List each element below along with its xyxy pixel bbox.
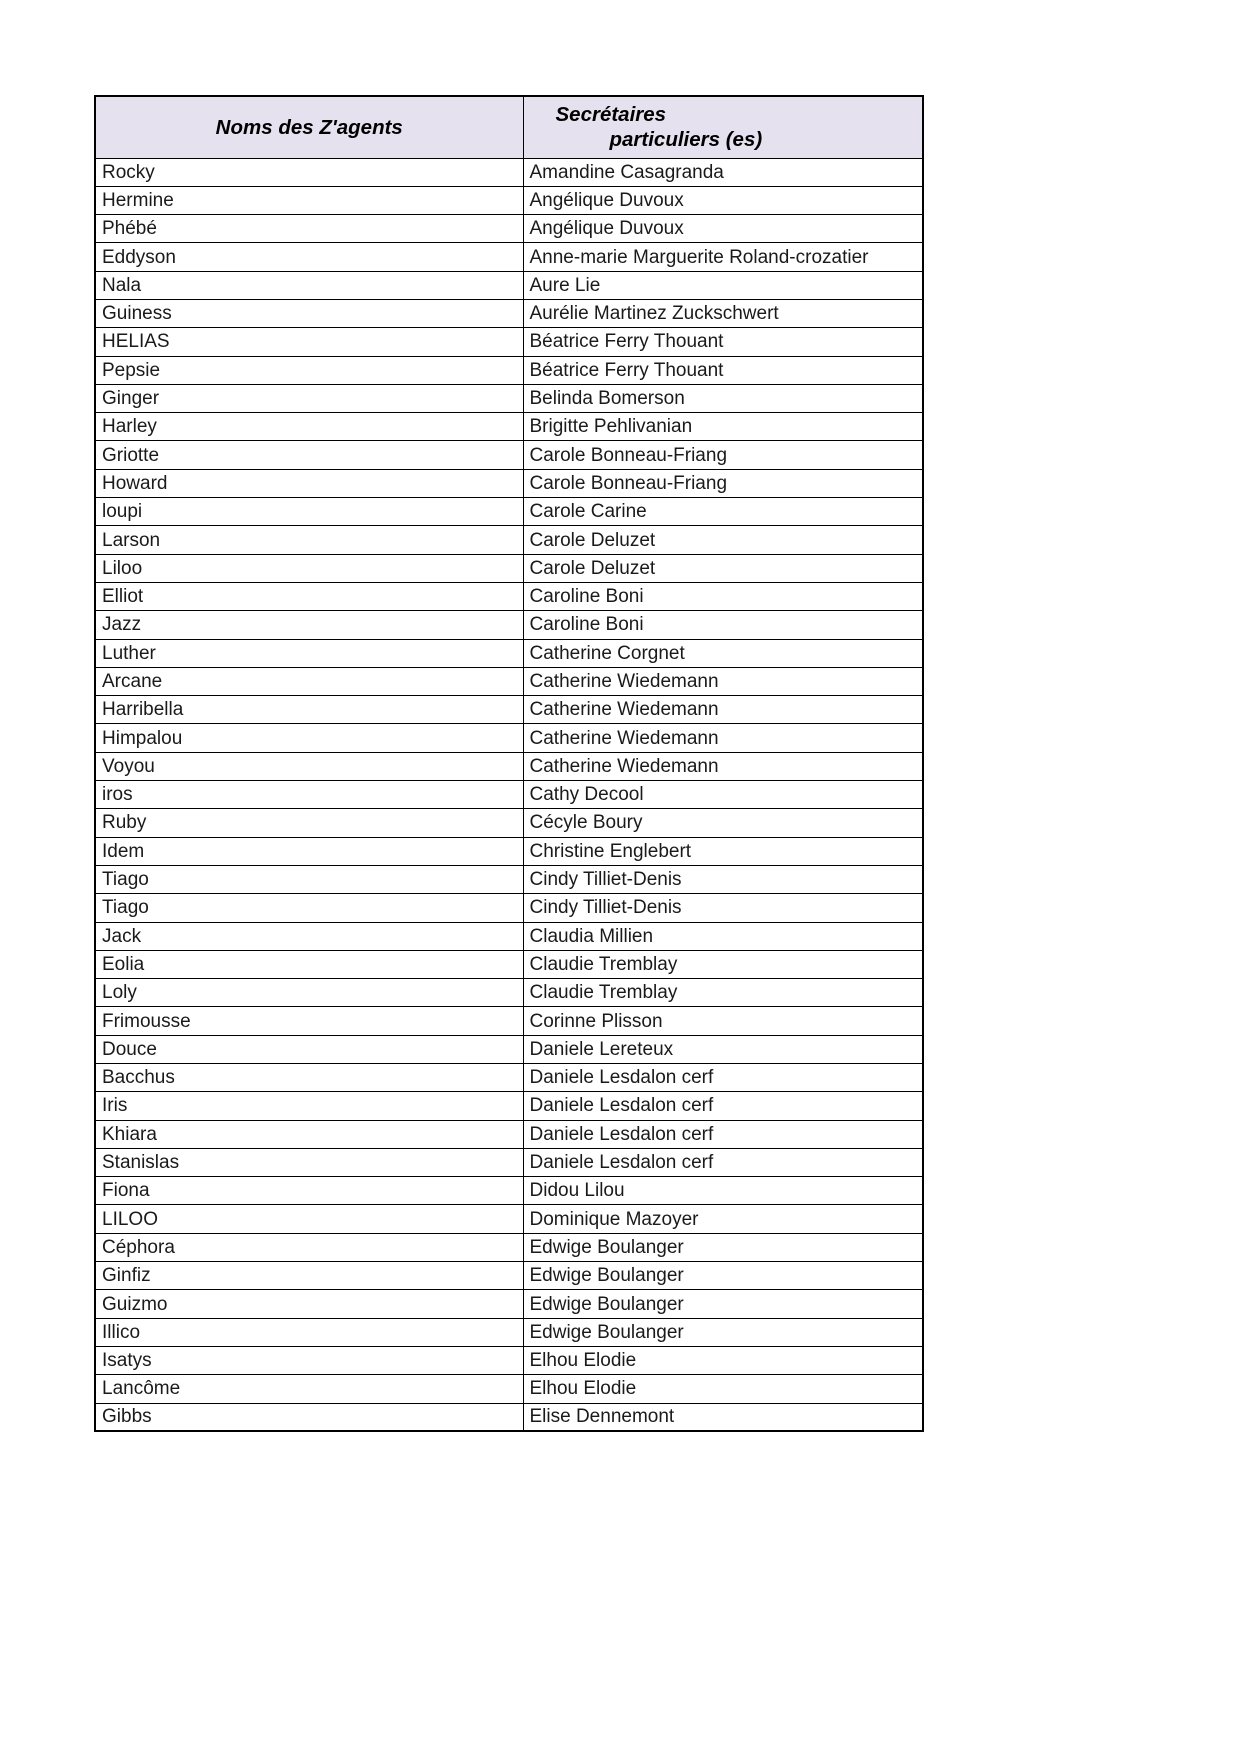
table-row	[95, 1290, 923, 1318]
cell-agent-name: Pepsie	[95, 356, 523, 384]
table-body	[95, 158, 923, 1431]
cell-secretary-name: Béatrice Ferry Thouant	[523, 356, 923, 384]
table-row	[95, 922, 923, 950]
cell-agent-name: Jazz	[95, 611, 523, 639]
cell-secretary-name: Carole Bonneau-Friang	[523, 441, 923, 469]
cell-agent-name: Loly	[95, 979, 523, 1007]
column-header-agent-names-label: Noms des Z'agents	[215, 115, 403, 139]
table-row	[95, 186, 923, 214]
cell-agent-name: Douce	[95, 1035, 523, 1063]
cell-secretary-name: Daniele Lesdalon cerf	[523, 1064, 923, 1092]
cell-agent-name: Khiara	[95, 1120, 523, 1148]
cell-agent-name: Eddyson	[95, 243, 523, 271]
cell-agent-name: HELIAS	[95, 328, 523, 356]
table-row	[95, 950, 923, 978]
cell-agent-name: LILOO	[95, 1205, 523, 1233]
table-row	[95, 1064, 923, 1092]
table-row	[95, 724, 923, 752]
agents-table-container	[94, 95, 922, 1432]
cell-agent-name: Bacchus	[95, 1064, 523, 1092]
cell-secretary-name: Amandine Casagranda	[523, 158, 923, 186]
cell-secretary-name: Daniele Lesdalon cerf	[523, 1092, 923, 1120]
table-row	[95, 299, 923, 327]
cell-agent-name: Guizmo	[95, 1290, 523, 1318]
table-row	[95, 1346, 923, 1374]
table-row	[95, 1403, 923, 1431]
cell-agent-name: Voyou	[95, 752, 523, 780]
cell-agent-name: loupi	[95, 498, 523, 526]
cell-secretary-name: Cindy Tilliet-Denis	[523, 865, 923, 893]
cell-secretary-name: Catherine Wiedemann	[523, 696, 923, 724]
cell-agent-name: Larson	[95, 526, 523, 554]
cell-secretary-name: Carole Carine	[523, 498, 923, 526]
cell-secretary-name: Catherine Wiedemann	[523, 667, 923, 695]
table-row	[95, 1205, 923, 1233]
cell-secretary-name: Anne-marie Marguerite Roland-crozatier	[523, 243, 923, 271]
cell-agent-name: Ginfiz	[95, 1262, 523, 1290]
cell-agent-name: Céphora	[95, 1233, 523, 1261]
cell-agent-name: Jack	[95, 922, 523, 950]
cell-secretary-name: Cindy Tilliet-Denis	[523, 894, 923, 922]
cell-secretary-name: Catherine Wiedemann	[523, 724, 923, 752]
table-row	[95, 696, 923, 724]
table-row	[95, 1007, 923, 1035]
cell-secretary-name: Brigitte Pehlivanian	[523, 413, 923, 441]
cell-agent-name: Luther	[95, 639, 523, 667]
cell-secretary-name: Edwige Boulanger	[523, 1233, 923, 1261]
table-row	[95, 611, 923, 639]
cell-agent-name: Ruby	[95, 809, 523, 837]
table-row	[95, 979, 923, 1007]
column-header-agent-names	[95, 96, 523, 158]
column-header-secretaries-line1: Secrétaires	[555, 103, 667, 127]
table-row	[95, 1120, 923, 1148]
cell-secretary-name: Carole Deluzet	[523, 526, 923, 554]
table-row	[95, 469, 923, 497]
cell-secretary-name: Cathy Decool	[523, 781, 923, 809]
cell-secretary-name: Edwige Boulanger	[523, 1262, 923, 1290]
cell-agent-name: Gibbs	[95, 1403, 523, 1431]
cell-secretary-name: Claudia Millien	[523, 922, 923, 950]
column-header-secretaries	[523, 96, 923, 158]
cell-agent-name: Harley	[95, 413, 523, 441]
cell-secretary-name: Catherine Corgnet	[523, 639, 923, 667]
cell-secretary-name: Catherine Wiedemann	[523, 752, 923, 780]
cell-agent-name: Isatys	[95, 1346, 523, 1374]
cell-agent-name: iros	[95, 781, 523, 809]
cell-agent-name: Griotte	[95, 441, 523, 469]
table-row	[95, 1262, 923, 1290]
table-row	[95, 1177, 923, 1205]
cell-agent-name: Arcane	[95, 667, 523, 695]
cell-secretary-name: Angélique Duvoux	[523, 186, 923, 214]
cell-secretary-name: Edwige Boulanger	[523, 1318, 923, 1346]
cell-agent-name: Nala	[95, 271, 523, 299]
agents-table	[94, 95, 924, 1432]
cell-agent-name: Elliot	[95, 582, 523, 610]
cell-secretary-name: Daniele Lereteux	[523, 1035, 923, 1063]
cell-agent-name: Iris	[95, 1092, 523, 1120]
cell-agent-name: Himpalou	[95, 724, 523, 752]
table-row	[95, 498, 923, 526]
table-row	[95, 1092, 923, 1120]
table-row	[95, 865, 923, 893]
cell-agent-name: Idem	[95, 837, 523, 865]
cell-secretary-name: Claudie Tremblay	[523, 979, 923, 1007]
cell-agent-name: Eolia	[95, 950, 523, 978]
cell-secretary-name: Dominique Mazoyer	[523, 1205, 923, 1233]
cell-secretary-name: Daniele Lesdalon cerf	[523, 1120, 923, 1148]
table-header-row	[95, 96, 923, 158]
cell-agent-name: Harribella	[95, 696, 523, 724]
cell-secretary-name: Edwige Boulanger	[523, 1290, 923, 1318]
cell-secretary-name: Corinne Plisson	[523, 1007, 923, 1035]
table-row	[95, 837, 923, 865]
table-row	[95, 639, 923, 667]
table-row	[95, 384, 923, 412]
cell-agent-name: Hermine	[95, 186, 523, 214]
cell-secretary-name: Elhou Elodie	[523, 1346, 923, 1374]
table-row	[95, 554, 923, 582]
cell-secretary-name: Angélique Duvoux	[523, 215, 923, 243]
cell-agent-name: Liloo	[95, 554, 523, 582]
cell-agent-name: Guiness	[95, 299, 523, 327]
table-row	[95, 1318, 923, 1346]
cell-secretary-name: Cécyle Boury	[523, 809, 923, 837]
cell-secretary-name: Elhou Elodie	[523, 1375, 923, 1403]
table-row	[95, 441, 923, 469]
cell-agent-name: Frimousse	[95, 1007, 523, 1035]
table-row	[95, 413, 923, 441]
cell-secretary-name: Carole Deluzet	[523, 554, 923, 582]
table-row	[95, 1148, 923, 1176]
table-row	[95, 582, 923, 610]
cell-secretary-name: Claudie Tremblay	[523, 950, 923, 978]
cell-agent-name: Tiago	[95, 865, 523, 893]
cell-secretary-name: Carole Bonneau-Friang	[523, 469, 923, 497]
cell-secretary-name: Elise Dennemont	[523, 1403, 923, 1431]
table-row	[95, 356, 923, 384]
cell-agent-name: Phébé	[95, 215, 523, 243]
cell-secretary-name: Belinda Bomerson	[523, 384, 923, 412]
table-row	[95, 667, 923, 695]
cell-agent-name: Rocky	[95, 158, 523, 186]
table-row	[95, 781, 923, 809]
cell-agent-name: Lancôme	[95, 1375, 523, 1403]
cell-secretary-name: Caroline Boni	[523, 611, 923, 639]
table-row	[95, 215, 923, 243]
cell-agent-name: Stanislas	[95, 1148, 523, 1176]
cell-secretary-name: Caroline Boni	[523, 582, 923, 610]
table-row	[95, 328, 923, 356]
cell-secretary-name: Béatrice Ferry Thouant	[523, 328, 923, 356]
table-header	[95, 96, 923, 158]
cell-secretary-name: Daniele Lesdalon cerf	[523, 1148, 923, 1176]
column-header-secretaries-line2: particuliers (es)	[609, 128, 763, 152]
table-row	[95, 1233, 923, 1261]
table-row	[95, 752, 923, 780]
cell-secretary-name: Christine Englebert	[523, 837, 923, 865]
table-row	[95, 158, 923, 186]
table-row	[95, 526, 923, 554]
cell-agent-name: Illico	[95, 1318, 523, 1346]
cell-agent-name: Ginger	[95, 384, 523, 412]
cell-secretary-name: Didou Lilou	[523, 1177, 923, 1205]
cell-secretary-name: Aurélie Martinez Zuckschwert	[523, 299, 923, 327]
cell-agent-name: Fiona	[95, 1177, 523, 1205]
table-row	[95, 1035, 923, 1063]
table-row	[95, 243, 923, 271]
cell-agent-name: Howard	[95, 469, 523, 497]
table-row	[95, 809, 923, 837]
cell-agent-name: Tiago	[95, 894, 523, 922]
cell-secretary-name: Aure Lie	[523, 271, 923, 299]
table-row	[95, 894, 923, 922]
table-row	[95, 271, 923, 299]
table-row	[95, 1375, 923, 1403]
